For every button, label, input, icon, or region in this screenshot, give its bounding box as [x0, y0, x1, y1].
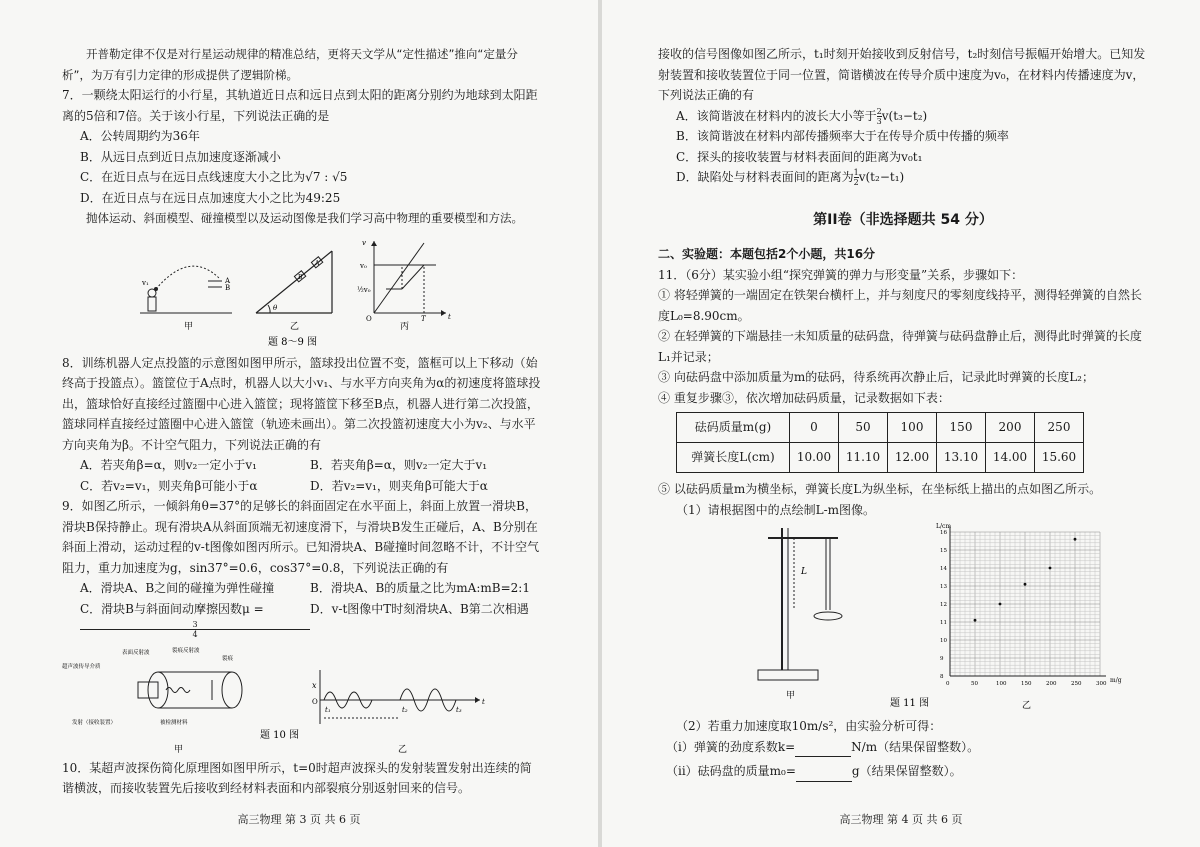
figure-11-drawing [658, 520, 1148, 716]
table-cell: 200 [986, 413, 1035, 443]
q11-part-2-i [658, 737, 1148, 758]
page-4-footer: 高三物理 第 4 页 共 6 页 [839, 813, 963, 826]
y-tick-label: 10 [940, 638, 947, 644]
data-table [676, 412, 1084, 473]
data-point [1074, 538, 1077, 541]
q9-fraction [80, 620, 310, 639]
x-tick-label: 50 [971, 681, 978, 687]
table-cell: 50 [839, 413, 888, 443]
x-tick-label: 150 [1021, 681, 1032, 687]
q11-step-2: ② 在轻弹簧的下端悬挂一未知质量的砝码盘，待弹簧与砝码盘静止后，测得此时弹簧的长度L₁并记录； [658, 329, 1142, 364]
table-row [677, 443, 1084, 473]
q11-step-3: ③ 向砝码盘中添加质量为m的砝码，待系统再次静止后，记录此时弹簧的长度L₂； [658, 370, 1094, 384]
fig10-label-surface: 表面反射波 [122, 649, 150, 656]
q9-option-c-text: C．滑块B与斜面间动摩擦因数μ = [80, 601, 264, 616]
y-tick-label: 16 [940, 530, 947, 536]
fig-box-a: A [315, 259, 320, 267]
q9-option-d: D．v-t图像中T时刻滑块A、B第二次相遇 [310, 601, 529, 616]
data-point [974, 619, 977, 622]
q10-continuation: 接收的信号图像如图乙所示，t₁时刻开始接收到反射信号，t₂时刻信号振幅开始增大。已知发射装置和接收装置位于同一位置，简谐横波在传导介质中速度为v₀，在材料内传播速度为v，下列说法正确的有 [658, 47, 1146, 102]
incline-figure [256, 251, 332, 313]
fig-label-theta: θ [273, 303, 278, 312]
q10-option-d-tail: v(t₂−t₁) [858, 170, 905, 184]
q9-stem: 9．如图乙所示，一倾斜角θ=37°的足够长的斜面固定在水平面上，斜面上放置一滑块B，滑块B保持静止。现有滑块A从斜面顶端无初速度滑下，与滑块B发生正碰后，A、B分别在斜面上滑动，运动过程的v-t图像如图丙所示。已知滑块A、B碰撞时间忽略不计，不计空气阻力，重力加速度为g，sin37°=0.6，cos37°=0.8，下列说法正确的有 [62, 499, 540, 575]
q11-part-2-i-text: （i）弹簧的劲度系数k= [666, 739, 796, 754]
fig11-label-L: L [801, 567, 807, 577]
q10-option-d [658, 167, 1148, 188]
fig89-caption: 题 8～9 图 [268, 336, 318, 348]
spring-apparatus [758, 528, 842, 701]
vt-graph [357, 239, 451, 323]
q10-a-den: 3 [876, 116, 882, 126]
q11-part-2-ii [658, 761, 1148, 782]
figure-11 [658, 520, 1148, 716]
table-cell: 150 [937, 413, 986, 443]
table-cell: 14.00 [986, 443, 1035, 473]
x-tick-label: 200 [1046, 681, 1057, 687]
x-tick-label: 100 [996, 681, 1007, 687]
q10-option-a [658, 106, 1148, 127]
q8-option-b: B．若夹角β=α，则v₂一定大于v₁ [310, 458, 488, 472]
section-title: 第II卷（非选择题共 54 分） [813, 211, 993, 228]
answer-blank-m0[interactable] [796, 767, 852, 782]
robot-figure [140, 266, 232, 313]
q7-option-b: B．从远日点到近日点加速度逐渐减小 [80, 149, 281, 164]
models-intro: 抛体运动、斜面模型、碰撞模型以及运动图像是我们学习高中物理的重要模型和方法。 [86, 211, 523, 225]
y-tick-label: 11 [940, 620, 947, 626]
q9-frac-num: 3 [80, 620, 310, 630]
y-tick-label: 15 [940, 548, 947, 554]
ultrasonic-probe-figure [62, 646, 242, 726]
kepler-intro: 开普勒定律不仅是对行星运动规律的精准总结，更将天文学从“定性描述”推向“定量分析”，为万有引力定律的形成提供了逻辑阶梯。 [62, 47, 518, 82]
q9-option-b: B．滑块A、B的质量之比为mA:mB=2:1 [310, 581, 530, 595]
figure-8-9-drawing [62, 231, 542, 349]
table-cell: 250 [1035, 413, 1084, 443]
q7-stem: 7．一颗绕太阳运行的小行星，其轨道近日点和远日点到太阳的距离分别约为地球到太阳距离的5倍和7倍。关于该小行星，下列说法正确的是 [62, 88, 538, 123]
table-cell: 10.00 [790, 443, 839, 473]
fig10-label-origin: O [312, 697, 318, 706]
chart-x-label: m/g [1110, 677, 1122, 684]
fig10-label-t1: t₁ [325, 705, 331, 714]
fig10-label-crack: 裂痕 [222, 655, 234, 662]
q11-part-1: （1）请根据图中的点绘制L-m图像。 [676, 502, 876, 517]
table-cell: 15.60 [1035, 443, 1084, 473]
q7-option-d: D．在近日点与在远日点加速度大小之比为49:25 [80, 190, 341, 205]
y-tick-label: 14 [940, 566, 947, 572]
fig89-sub-b: 乙 [290, 321, 300, 332]
q7-option-c: C．在近日点与在远日点线速度大小之比为√7 : √5 [80, 170, 348, 184]
fig10-label-t3: t₃ [456, 705, 462, 714]
q9-option-c [80, 599, 310, 640]
y-tick-label: 12 [940, 602, 947, 608]
q8-options-row-2 [62, 476, 542, 497]
q11-part-2-ii-tail: g（结果保留整数）。 [851, 764, 962, 778]
page-3 [0, 0, 598, 847]
fig89-sub-c: 丙 [400, 321, 410, 332]
fig10-label-x: x [312, 680, 317, 690]
x-tick-label: 0 [946, 681, 950, 687]
fig-label-b: B [225, 283, 231, 292]
fig10-label-medium: 超声波传导介质 [62, 663, 101, 670]
fig11-sub-b: 乙 [1022, 701, 1032, 711]
q10-option-b: B．该简谐波在材料内部传播频率大于在传导介质中传播的频率 [676, 129, 1009, 143]
fig10-sub-b: 乙 [398, 744, 408, 754]
table-cell: 11.10 [839, 443, 888, 473]
fig-label-T: T [421, 314, 426, 323]
q8-option-c: C．若v₂=v₁，则夹角β可能小于α [80, 478, 258, 493]
q8-stem: 8．训练机器人定点投篮的示意图如图甲所示，篮球投出位置不变，篮框可以上下移动（始终高于投篮点）。篮筐位于A点时，机器人以大小v₁、与水平方向夹角为α的初速度将篮球投出，篮球恰好直接经过篮圈中心进入篮筐；现将篮筐下移至B点，机器人进行第二次投篮，篮球同样直接经过篮圈中心进入篮筐（轨迹未画出）。第二次投篮初速度大小为v₂、与水平方向夹角为β。不计空气阻力，下列说法正确的有 [62, 355, 541, 452]
figure-8-9 [62, 231, 542, 349]
table-cell: 12.00 [888, 443, 937, 473]
fig89-sub-a: 甲 [184, 321, 194, 332]
table-row [677, 413, 1084, 443]
fig11-sub-a: 甲 [786, 691, 796, 701]
fig10-caption: 题 10 图 [260, 729, 300, 741]
fig-label-half-v0: ½v₀ [357, 285, 371, 294]
data-point [1049, 567, 1052, 570]
q8-options-row-1 [62, 455, 542, 476]
scatter-chart [936, 523, 1122, 687]
q9-frac-den: 4 [192, 630, 198, 639]
x-tick-label: 250 [1071, 681, 1082, 687]
data-point [1024, 583, 1027, 586]
signal-graph [312, 670, 485, 724]
q9-options-row-2 [62, 599, 542, 640]
fig10-label-emitter: 发射（接收装置） [72, 719, 117, 726]
y-tick-label: 9 [940, 656, 944, 662]
q10-stem: 10．某超声波探伤简化原理图如图甲所示，t=0时超声波探头的发射装置发射出连续的简谐横波，而接收装置先后接收到经材料表面和内部裂痕分别返射回来的信号。 [62, 760, 532, 795]
q10-option-a-text: A．该简谐波在材料内的波长大小等于 [676, 108, 877, 123]
fig-label-v1: v₁ [142, 278, 149, 287]
q10-option-a-tail: v(t₃−t₂) [881, 108, 928, 123]
page-4-content [658, 44, 1148, 782]
q11-part-2-ii-text: （ii）砝码盘的质量m₀= [666, 764, 796, 778]
q8-option-d: D．若v₂=v₁，则夹角β可能大于α [310, 478, 488, 493]
fig10-label-material: 被检测材料 [160, 719, 188, 726]
table-header-length: 弹簧长度L(cm) [677, 443, 790, 473]
q10-d-num: 1 [853, 168, 859, 177]
q7-option-a: A．公转周期约为36年 [80, 129, 200, 143]
fig-box-b: B [298, 273, 303, 281]
q9-options-row-1 [62, 578, 542, 599]
fig-label-v0: v₀ [360, 261, 367, 270]
data-point [999, 603, 1002, 606]
q11-step-4: ④ 重复步骤③，依次增加砝码质量，记录数据如下表： [658, 390, 950, 405]
q11-stem: 11．（6分）某实验小组“探究弹簧的弹力与形变量”关系，步骤如下： [658, 267, 1024, 282]
fig-label-v: v [362, 238, 366, 247]
fig-label-t: t [448, 312, 451, 321]
fig-label-origin: O [366, 314, 372, 323]
q11-part-2-i-tail: N/m（结果保留整数）。 [851, 739, 980, 754]
page-3-footer: 高三物理 第 3 页 共 6 页 [237, 813, 361, 826]
figure-10 [62, 642, 542, 754]
page-3-content [62, 44, 542, 799]
part-2-heading: 二、实验题：本题包括2个小题，共16分 [658, 247, 876, 261]
table-cell: 100 [888, 413, 937, 443]
fig10-label-t: t [482, 697, 485, 706]
fig11-caption: 题 11 图 [890, 698, 930, 709]
y-tick-label: 8 [940, 674, 944, 680]
table-cell: 13.10 [937, 443, 986, 473]
figure-10-drawing [62, 642, 542, 754]
answer-blank-k[interactable] [795, 742, 851, 757]
q10-a-num: 2 [876, 106, 882, 116]
fig10-sub-a: 甲 [174, 744, 184, 754]
y-tick-label: 13 [940, 584, 947, 590]
fig-label-a: A [225, 276, 231, 285]
page-4 [602, 0, 1200, 847]
fig10-label-t2: t₂ [402, 705, 408, 714]
q9-option-a: A．滑块A、B之间的碰撞为弹性碰撞 [80, 581, 275, 595]
q10-d-den: 2 [853, 178, 859, 187]
fig10-label-crack-wave: 裂痕反射波 [172, 647, 200, 654]
table-cell: 0 [790, 413, 839, 443]
q10-option-d-text: D．缺陷处与材料表面间的距离为 [676, 170, 854, 184]
q8-option-a: A．若夹角β=α，则v₂一定小于v₁ [80, 458, 257, 472]
q10-option-c: C．探头的接收装置与材料表面间的距离为v₀t₁ [676, 149, 923, 164]
q11-step-5: ⑤ 以砝码质量m为横坐标，弹簧长度L为纵坐标，在坐标纸上描出的点如图乙所示。 [658, 482, 1102, 496]
q11-part-2: （2）若重力加速度取10m/s²，由实验分析可得： [676, 719, 942, 733]
x-tick-label: 300 [1096, 681, 1107, 687]
q11-step-1: ① 将轻弹簧的一端固定在铁架台横杆上，并与刻度尺的零刻度线持平，测得轻弹簧的自然长度L₀=8.90cm。 [658, 288, 1142, 323]
chart-y-label: L/cm [936, 523, 952, 530]
table-header-mass: 砝码质量m(g) [677, 413, 790, 443]
